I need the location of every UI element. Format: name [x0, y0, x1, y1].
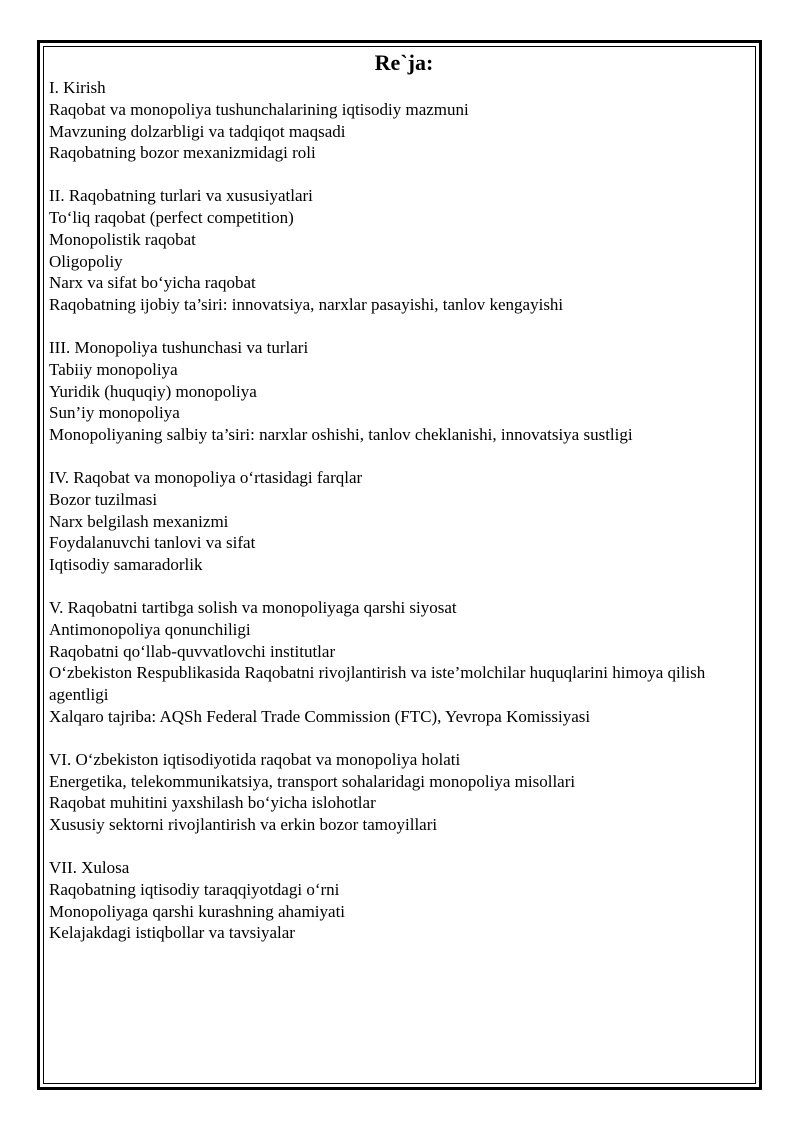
- outline-item: Raqobatning ijobiy ta’siri: innovatsiya, narxlar pasayishi, tanlov kengayishi: [49, 295, 564, 315]
- outline-item: Bozor tuzilmasi: [49, 489, 158, 509]
- section-heading: II. Raqobatning turlari va xususiyatlari: [49, 186, 313, 206]
- outline-section: [49, 597, 749, 728]
- outline-item: Raqobatning iqtisodiy taraqqiyotdagi o‘rni: [49, 879, 340, 899]
- section-heading: IV. Raqobat va monopoliya o‘rtasidagi farqlar: [49, 467, 363, 487]
- section-heading: VII. Xulosa: [49, 857, 130, 877]
- outline-item: Sun’iy monopoliya: [49, 403, 180, 423]
- outline-item: Monopoliyaning salbiy ta’siri: narxlar oshishi, tanlov cheklanishi, innovatsiya sustligi: [49, 425, 633, 445]
- outline-item: Narx va sifat bo‘yicha raqobat: [49, 273, 256, 293]
- outline-section: [49, 77, 749, 164]
- outline-item: Monopoliyaga qarshi kurashning ahamiyati: [49, 901, 346, 921]
- outline-item: Monopolistik raqobat: [49, 229, 196, 249]
- outline-item: Yuridik (huquqiy) monopoliya: [49, 381, 257, 401]
- outline-item: Raqobat va monopoliya tushunchalarining iqtisodiy mazmuni: [49, 99, 469, 119]
- outline-section: [49, 857, 749, 944]
- document-title: Re`ja:: [374, 50, 434, 75]
- outline-section: [49, 467, 749, 576]
- outline-item: Raqobat muhitini yaxshilash bo‘yicha islohotlar: [49, 793, 376, 813]
- outline-item: Tabiiy monopoliya: [49, 359, 178, 379]
- outline-section: [49, 185, 749, 316]
- outline-section: [49, 337, 749, 446]
- outline-item: Raqobatni qo‘llab-quvvatlovchi institutlar: [49, 641, 336, 661]
- outline-item: Antimonopoliya qonunchiligi: [49, 619, 251, 639]
- outline-item: Narx belgilash mexanizmi: [49, 511, 229, 531]
- section-heading: V. Raqobatni tartibga solish va monopoliyaga qarshi siyosat: [49, 597, 457, 617]
- outline-item: Kelajakdagi istiqbollar va tavsiyalar: [49, 923, 295, 943]
- outline-item: Oligopoliy: [49, 251, 123, 271]
- outline-item: O‘zbekiston Respublikasida Raqobatni rivojlantirish va iste’molchilar huquqlarini himoya qilish agentligi: [49, 663, 706, 705]
- outline-item: Mavzuning dolzarbligi va tadqiqot maqsadi: [49, 121, 346, 141]
- outline-item: Raqobatning bozor mexanizmidagi roli: [49, 143, 316, 163]
- outline-item: Xususiy sektorni rivojlantirish va erkin bozor tamoyillari: [49, 815, 438, 835]
- outline-item: Foydalanuvchi tanlovi va sifat: [49, 533, 256, 553]
- section-heading: III. Monopoliya tushunchasi va turlari: [49, 337, 309, 357]
- outline-section: [49, 749, 749, 836]
- document-body: [49, 49, 749, 965]
- outline-item: Xalqaro tajriba: AQSh Federal Trade Commission (FTC), Yevropa Komissiyasi: [49, 706, 591, 726]
- outline-item: To‘liq raqobat (perfect competition): [49, 207, 294, 227]
- outline-sections: [49, 77, 749, 944]
- outline-item: Energetika, telekommunikatsiya, transport sohalaridagi monopoliya misollari: [49, 771, 576, 791]
- section-heading: I. Kirish: [49, 78, 106, 97]
- outline-item: Iqtisodiy samaradorlik: [49, 555, 203, 575]
- section-heading: VI. O‘zbekiston iqtisodiyotida raqobat va monopoliya holati: [49, 749, 461, 769]
